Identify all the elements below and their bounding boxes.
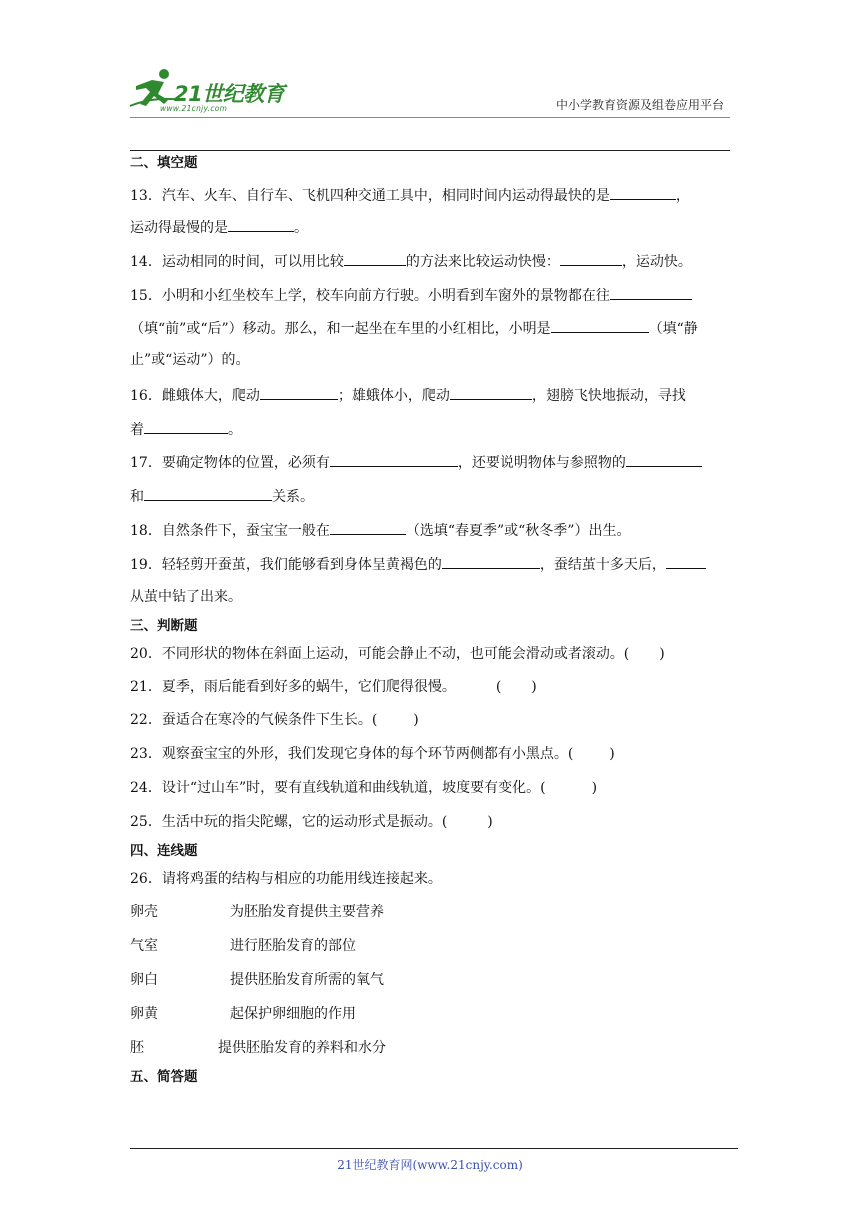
question-16-text: ；雄蛾体小，爬动 [337, 388, 450, 404]
answer-blank[interactable] [666, 552, 706, 569]
question-16-text: 着 [130, 422, 144, 438]
judge-text: 22．蚕适合在寒冷的气候条件下生长。( [130, 712, 378, 728]
judge-item [130, 643, 665, 665]
question-16-text: ，翅膀飞快地振动，寻找 [531, 388, 686, 404]
question-16-line-1 [130, 383, 686, 405]
question-18-text: 18．自然条件下，蚕宝宝一般在 [130, 523, 330, 539]
platform-title: 中小学教育资源及组卷应用平台 [555, 98, 724, 112]
match-right-item[interactable]: 提供胚胎发育的养料和水分 [218, 1040, 386, 1056]
question-16-text: 16．雌蛾体大，爬动 [130, 388, 260, 404]
question-13-line-2 [130, 215, 308, 237]
judge-text: 20．不同形状的物体在斜面上运动，可能会静止不动，也可能会滑动或者滚动。( [130, 646, 630, 662]
question-13-line-1 [130, 183, 690, 205]
answer-blank[interactable] [228, 215, 294, 232]
match-right-item[interactable]: 为胚胎发育提供主要营养 [230, 904, 384, 920]
answer-blank[interactable] [260, 383, 338, 400]
question-18-text: （选填“春夏季”或“秋冬季”）出生。 [405, 523, 631, 539]
answer-blank[interactable] [144, 417, 228, 434]
question-14-text: 的方法来比较运动快慢： [405, 254, 560, 270]
answer-blank[interactable] [144, 484, 272, 501]
header-divider [130, 117, 730, 118]
answer-blank[interactable] [330, 450, 458, 467]
judge-item [130, 709, 419, 731]
page-header [0, 0, 860, 130]
question-26-prompt: 26．请将鸡蛋的结构与相应的功能用线连接起来。 [130, 871, 442, 887]
match-left-item[interactable]: 气室 [130, 938, 158, 954]
question-13-text: 运动得最慢的是 [130, 220, 228, 236]
answer-blank[interactable] [626, 450, 702, 467]
match-left-item[interactable]: 胚 [130, 1040, 144, 1056]
judge-close-paren: ) [591, 780, 598, 796]
judge-open-paren: ( [495, 679, 502, 695]
question-17-line-2 [130, 484, 314, 506]
judge-close-paren: ) [609, 746, 615, 762]
judge-close-paren: ) [659, 646, 665, 662]
judge-item [130, 676, 537, 698]
section-judge-heading: 三、判断题 [130, 618, 198, 634]
answer-blank[interactable] [551, 316, 649, 333]
logo-url: www.21cnjy.com [160, 104, 228, 113]
question-18 [130, 518, 630, 540]
question-19-text: 19．轻轻剪开蚕茧，我们能够看到身体呈黄褐色的 [130, 557, 442, 573]
match-right-item[interactable]: 提供胚胎发育所需的氧气 [230, 972, 384, 988]
question-14 [130, 249, 692, 271]
answer-blank[interactable] [610, 283, 692, 300]
question-13-text: ， [675, 188, 690, 204]
question-14-text: ，运动快。 [621, 254, 692, 270]
judge-close-paren: ) [487, 814, 493, 830]
answer-blank[interactable] [344, 249, 406, 266]
judge-text: 23．观察蚕宝宝的外形，我们发现它身体的每个环节两侧都有小黑点。( [130, 746, 574, 762]
question-19-line-2: 从茧中钻了出来。 [130, 589, 242, 605]
match-left-item[interactable]: 卵黄 [130, 1006, 158, 1022]
judge-close-paren: ) [413, 712, 419, 728]
question-19-line-1 [130, 552, 706, 574]
question-15-text: （填“静 [648, 321, 698, 337]
match-right-item[interactable]: 进行胚胎发育的部位 [230, 938, 356, 954]
section-short-heading: 五、简答题 [130, 1069, 198, 1085]
footer-divider [130, 1148, 738, 1149]
question-15-line-3: 止”或“运动”）的。 [130, 352, 250, 368]
content-divider [130, 150, 730, 151]
question-17-text: ，还要说明物体与参照物的 [457, 455, 626, 471]
question-13-text: 。 [294, 220, 308, 236]
question-15-line-2 [130, 316, 698, 338]
page-footer: 21世纪教育网(www.21cnjy.com) [337, 1158, 523, 1172]
judge-item [130, 743, 615, 765]
judge-item [130, 777, 597, 799]
question-14-text: 14．运动相同的时间，可以用比较 [130, 254, 344, 270]
question-17-text: 关系。 [272, 489, 314, 505]
question-15-text: 15．小明和小红坐校车上学，校车向前方行驶。小明看到车窗外的景物都在往 [130, 288, 610, 304]
answer-blank[interactable] [610, 183, 676, 200]
judge-close-paren: ) [531, 679, 537, 695]
section-match-heading: 四、连线题 [130, 843, 198, 859]
judge-text: 25．生活中玩的指尖陀螺，它的运动形式是振动。( [130, 814, 448, 830]
section-fill-heading: 二、填空题 [130, 155, 198, 171]
answer-blank[interactable] [560, 249, 622, 266]
answer-blank[interactable] [450, 383, 532, 400]
question-19-text: ，蚕结茧十多天后， [539, 557, 666, 573]
question-16-text: 。 [228, 422, 242, 438]
answer-blank[interactable] [330, 518, 406, 535]
question-17-line-1 [130, 450, 702, 472]
answer-blank[interactable] [442, 552, 540, 569]
question-15-line-1 [130, 283, 692, 305]
question-17-text: 17．要确定物体的位置，必须有 [130, 455, 330, 471]
match-right-item[interactable]: 起保护卵细胞的作用 [230, 1006, 356, 1022]
judge-text: 21．夏季，雨后能看到好多的蜗牛，它们爬得很慢。 [130, 679, 456, 695]
judge-text: 24．设计“过山车”时，要有直线轨道和曲线轨道，坡度要有变化。( [130, 780, 546, 796]
question-15-text: （填“前”或“后”）移动。那么，和一起坐在车里的小红相比，小明是 [130, 321, 551, 337]
judge-item [130, 811, 493, 833]
site-logo [124, 66, 294, 116]
match-left-item[interactable]: 卵白 [130, 972, 158, 988]
match-left-item[interactable]: 卵壳 [130, 904, 158, 920]
question-17-text: 和 [130, 489, 144, 505]
question-16-line-2 [130, 417, 242, 439]
logo-text: 21世纪教育 [174, 82, 285, 106]
question-13-text: 13．汽车、火车、自行车、飞机四种交通工具中，相同时间内运动得最快的是 [130, 188, 610, 204]
